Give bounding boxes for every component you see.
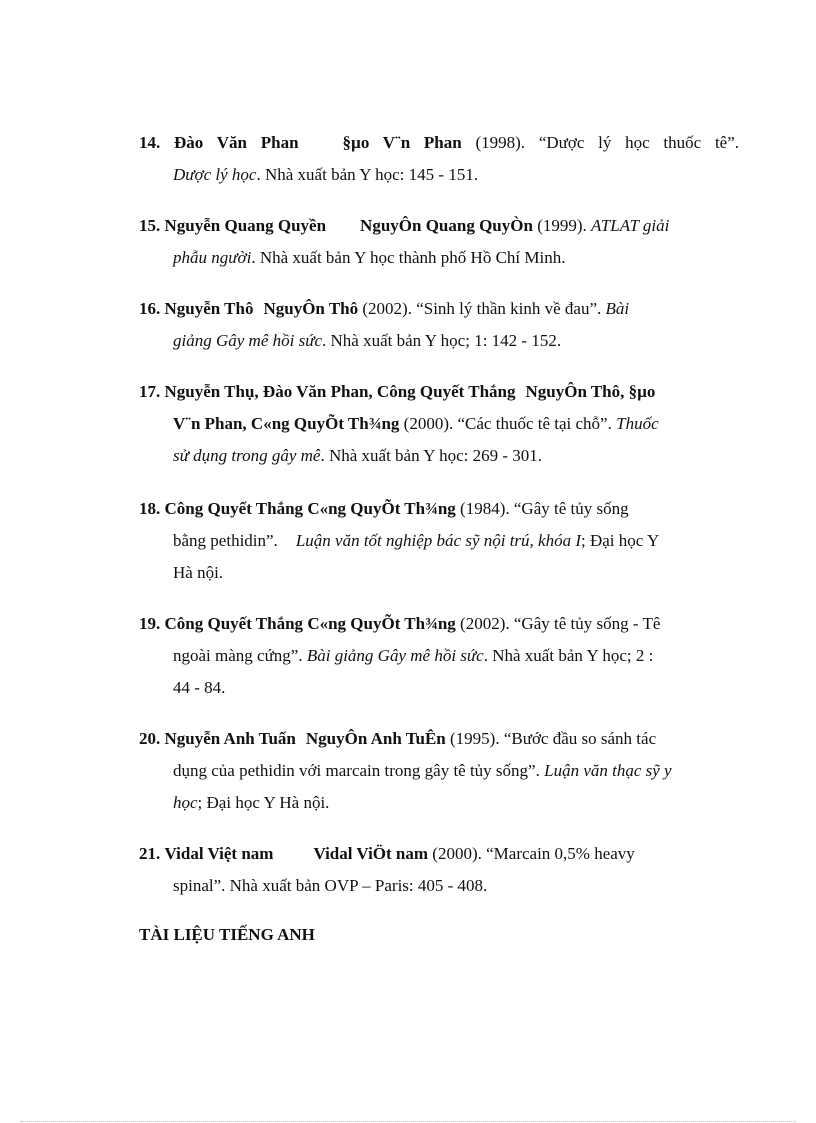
ref-author-garbled: NguyÔn Thô, §µo: [525, 382, 656, 401]
ref-rest: . Nhà xuất bản Y học; 1: 142 - 152.: [322, 331, 562, 350]
page-bottom-divider: [20, 1121, 796, 1122]
ref-year: (1995).: [450, 729, 500, 748]
ref-title: “Gây tê tủy sống - Tê: [513, 614, 661, 633]
ref-number: 18.: [139, 499, 161, 518]
ref-author: Công Quyết Thắng: [164, 614, 304, 633]
ref-title: “Các thuốc tê tại chỗ”.: [457, 414, 612, 433]
ref-author: Nguyễn Anh Tuấn: [164, 729, 296, 748]
section-heading: TÀI LIỆU TIẾNG ANH: [139, 925, 315, 944]
ref-year: (2002).: [460, 614, 510, 633]
ref-author: Nguyễn Quang Quyền: [164, 216, 327, 235]
ref-number: 21.: [139, 844, 161, 863]
ref-year: (2002).: [362, 299, 412, 318]
ref-number: 17.: [139, 382, 161, 401]
ref-author-garbled: NguyÔn Thô: [263, 299, 359, 318]
ref-title: “Gây tê tủy sống: [513, 499, 629, 518]
ref-title-cont: dụng của pethidin với marcain trong gây tê tủy sống”.: [173, 761, 540, 780]
ref-year: (1998).: [475, 133, 526, 152]
ref-number: 14.: [139, 133, 161, 152]
ref-title-cont: ngoài màng cứng”.: [173, 646, 303, 665]
ref-rest: ; Đại học Y Hà nội.: [197, 793, 330, 812]
ref-title-cont: phẫu người: [173, 248, 252, 267]
reference-17: [139, 376, 739, 472]
ref-rest-cont: 44 - 84.: [173, 678, 226, 697]
ref-author: Đào Văn Phan: [174, 133, 299, 152]
ref-author: Nguyễn Thô: [164, 299, 254, 318]
ref-year: (2000).: [403, 414, 454, 433]
ref-title-cont: bằng pethidin”.: [173, 531, 278, 550]
ref-source: Dược lý học: [173, 165, 257, 184]
ref-author-garbled: C«ng QuyÕt Th¾ng: [307, 614, 456, 633]
ref-title: “Marcain 0,5% heavy: [486, 844, 635, 863]
reference-18: [139, 493, 739, 589]
ref-number: 20.: [139, 729, 161, 748]
ref-rest-cont: Hà nội.: [173, 563, 224, 582]
reference-15: [139, 210, 739, 274]
ref-title: “Dược lý học thuốc tê”.: [538, 133, 739, 152]
reference-20: [139, 723, 739, 819]
ref-source: Luận văn tốt nghiệp bác sỹ nội trú, khóa I: [295, 531, 582, 550]
ref-source: Luận văn thạc sỹ y: [544, 761, 672, 780]
ref-year: (2000).: [432, 844, 482, 863]
ref-rest: ; Đại học Y: [581, 531, 660, 550]
ref-author-garbled: NguyÔn Anh TuÊn: [305, 729, 446, 748]
ref-author-garbled: Vidal ViÖt nam: [313, 844, 429, 863]
ref-rest: . Nhà xuất bản Y học thành phố Hồ Chí Minh.: [251, 248, 566, 267]
ref-year: (1984).: [460, 499, 510, 518]
ref-author-garbled: C«ng QuyÕt Th¾ng: [307, 499, 456, 518]
ref-author: Công Quyết Thắng: [164, 499, 304, 518]
ref-title: “Bước đầu so sánh tác: [503, 729, 657, 748]
reference-16: [139, 293, 739, 357]
ref-rest: . Nhà xuất bản Y học; 2 :: [483, 646, 654, 665]
reference-14: [139, 127, 739, 191]
ref-title: “Sinh lý thần kinh về đau”.: [416, 299, 602, 318]
ref-year: (1999).: [537, 216, 587, 235]
ref-author-garbled: §µo V¨n Phan: [342, 133, 462, 152]
ref-source: Bài: [605, 299, 630, 318]
ref-rest: . Nhà xuất bản Y học: 145 - 151.: [256, 165, 479, 184]
ref-number: 15.: [139, 216, 161, 235]
ref-title: ATLAT giải: [591, 216, 670, 235]
ref-source-cont: giảng Gây mê hồi sức: [173, 331, 323, 350]
ref-source: Bài giảng Gây mê hồi sức: [306, 646, 484, 665]
ref-rest: . Nhà xuất bản Y học: 269 - 301.: [320, 446, 543, 465]
ref-source-cont: sử dụng trong gây mê: [173, 446, 321, 465]
ref-rest: Nhà xuất bản OVP – Paris: 405 - 408.: [225, 876, 488, 895]
ref-title-cont: spinal”.: [173, 876, 226, 895]
ref-author-garbled-cont: V¨n Phan, C«ng QuyÕt Th¾ng: [173, 414, 400, 433]
ref-author: Vidal Việt nam: [164, 844, 274, 863]
reference-19: [139, 608, 739, 704]
ref-number: 16.: [139, 299, 161, 318]
ref-author: Nguyễn Thụ, Đào Văn Phan, Công Quyết Thắng: [164, 382, 516, 401]
ref-source-cont: học: [173, 793, 198, 812]
ref-source: Thuốc: [616, 414, 659, 433]
ref-number: 19.: [139, 614, 161, 633]
ref-author-garbled: NguyÔn Quang QuyÒn: [360, 216, 533, 235]
reference-21: [139, 838, 739, 902]
